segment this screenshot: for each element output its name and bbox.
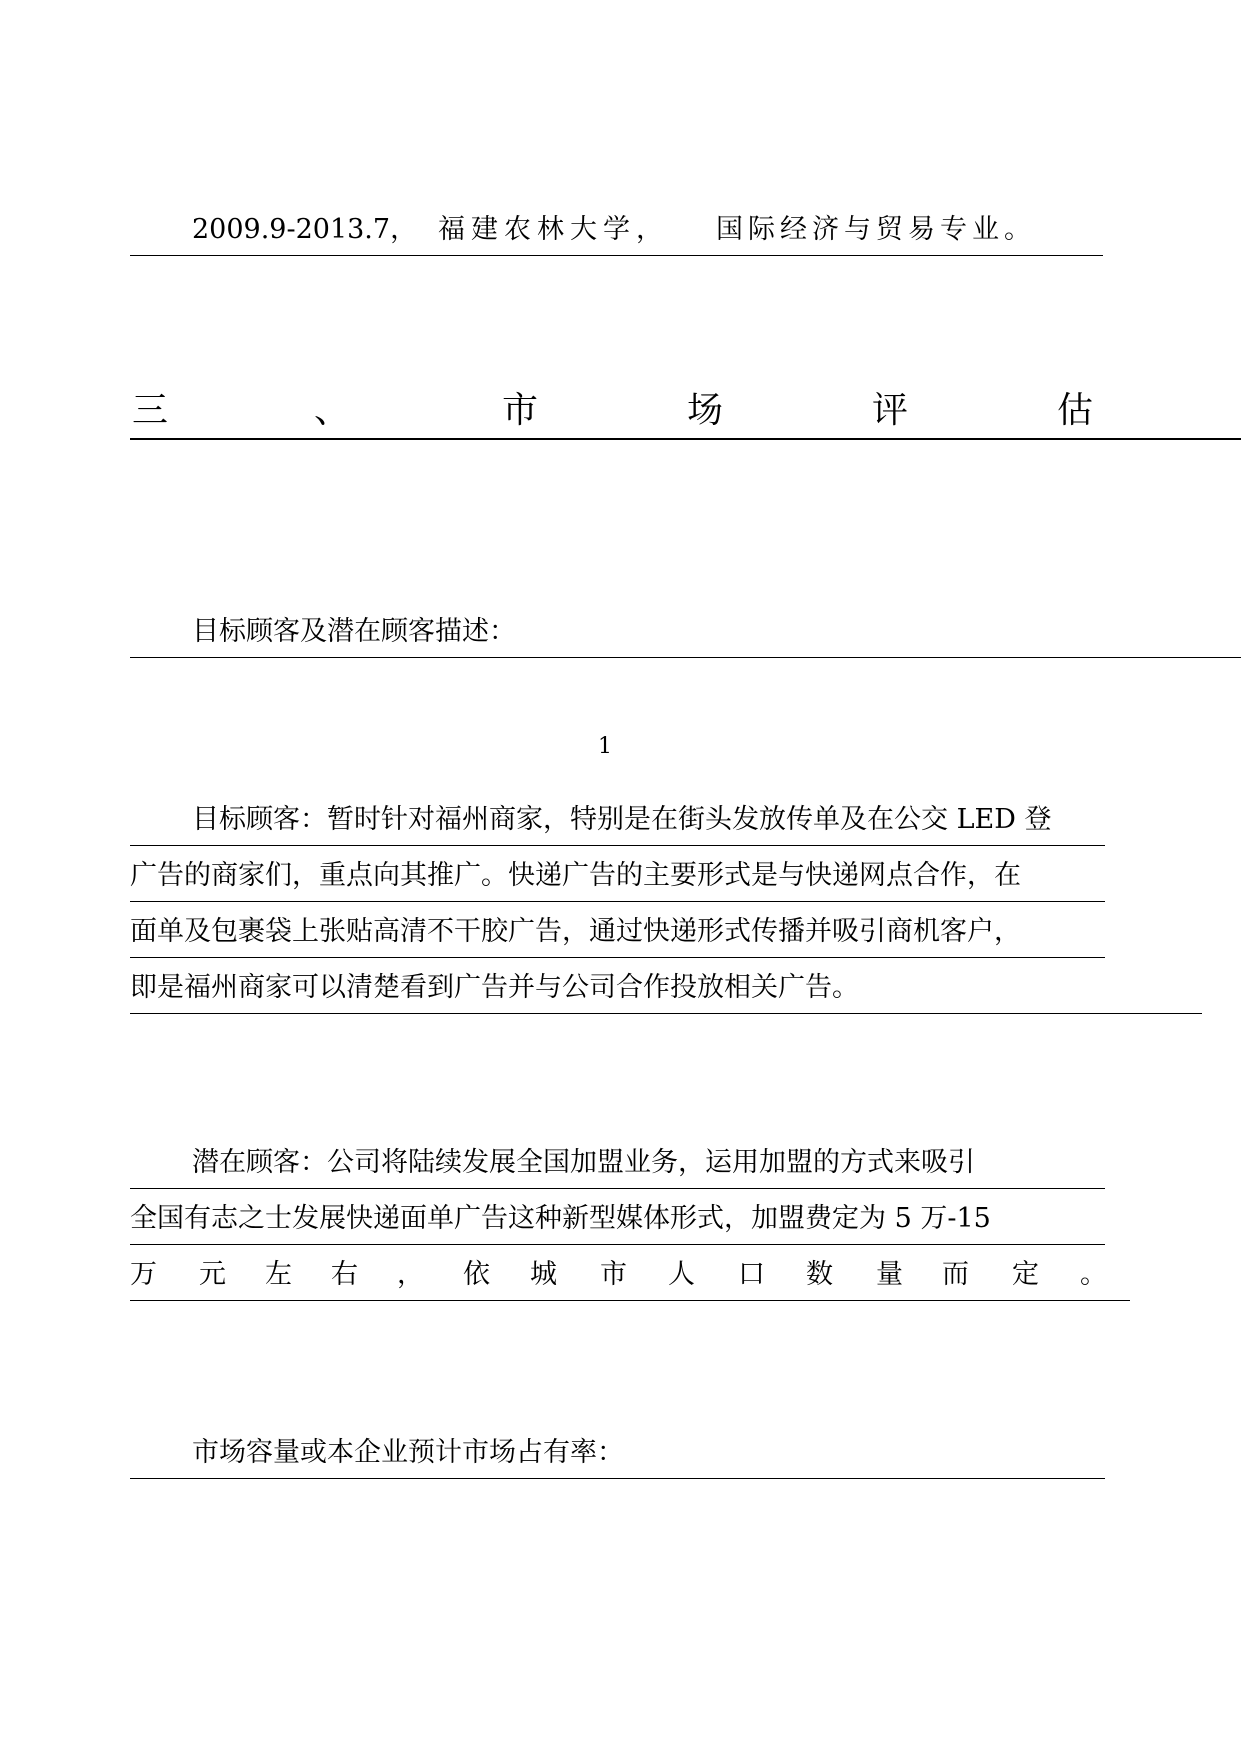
potential-customers-text: 全国有志之士发展快递面单广告这种新型媒体形式，加盟费定为 5 万-15 (130, 1203, 991, 1234)
target-customers-text: 即是福州商家可以清楚看到广告并与公司合作投放相关广告。 (130, 972, 859, 1003)
section-heading (130, 370, 1241, 440)
potential-last-char: 城 (530, 1259, 557, 1290)
potential-last-char: 元 (199, 1259, 226, 1290)
education-school-char: ， (636, 214, 663, 245)
heading-char: 估 (1057, 390, 1094, 431)
education-major-char: 济 (812, 214, 839, 245)
subheading-market-share (130, 1433, 1105, 1479)
education-major-char: 。 (1004, 214, 1031, 245)
education-major-char: 与 (844, 214, 871, 245)
education-major-char: 际 (748, 214, 775, 245)
potential-last-char: 市 (600, 1259, 627, 1290)
education-school-char: 林 (537, 214, 564, 245)
education-school-char: 大 (570, 214, 597, 245)
education-school-char: 建 (471, 214, 498, 245)
potential-last-char: 左 (265, 1259, 292, 1290)
education-school-char: 农 (504, 214, 531, 245)
subheading-market-text: 市场容量或本企业预计市场占有率： (192, 1437, 624, 1468)
potential-last-char: 万 (130, 1259, 157, 1290)
education-major-char: 国 (716, 214, 743, 245)
education-major-char: 专 (940, 214, 967, 245)
target-customers-line (130, 968, 1202, 1014)
potential-last-char: 定 (1012, 1259, 1039, 1290)
education-school-char: 学 (603, 214, 630, 245)
subheading-target-customers (130, 612, 1241, 658)
target-customers-text: 目标顾客：暂时针对福州商家，特别是在街头发放传单及在公交 LED 登 (192, 804, 1052, 835)
heading-char: 三 (132, 390, 169, 431)
heading-char: 市 (502, 390, 539, 431)
potential-last-char: ， (397, 1259, 424, 1290)
target-customers-text: 面单及包裹袋上张贴高清不干胶广告，通过快递形式传播并吸引商机客户， (130, 916, 1021, 947)
potential-last-char: 人 (668, 1259, 695, 1290)
target-customers-line (130, 912, 1105, 958)
potential-customers-line (130, 1199, 1105, 1245)
potential-last-char: 数 (806, 1259, 833, 1290)
potential-customers-line (130, 1255, 1130, 1301)
education-line (130, 210, 1103, 256)
target-customers-line (130, 800, 1105, 846)
potential-customers-text: 潜在顾客：公司将陆续发展全国加盟业务，运用加盟的方式来吸引 (192, 1147, 975, 1178)
education-major-char: 贸 (876, 214, 903, 245)
potential-last-char: 而 (942, 1259, 969, 1290)
potential-last-char: 口 (738, 1259, 765, 1290)
subheading-target-text: 目标顾客及潜在顾客描述： (192, 616, 516, 647)
education-major-char: 业 (972, 214, 999, 245)
education-dates: 2009.9-2013.7， (192, 214, 418, 245)
potential-last-char: 依 (463, 1259, 490, 1290)
potential-last-char: 量 (876, 1259, 903, 1290)
target-customers-line (130, 856, 1105, 902)
education-major-char: 易 (908, 214, 935, 245)
page-number: 1 (598, 734, 612, 759)
education-major-char: 经 (780, 214, 807, 245)
potential-last-char: 右 (331, 1259, 358, 1290)
potential-last-char: 。 (1080, 1259, 1107, 1290)
potential-customers-line (130, 1143, 1105, 1189)
target-customers-text: 广告的商家们，重点向其推广。快递广告的主要形式是与快递网点合作，在 (130, 860, 1021, 891)
heading-char: 场 (687, 390, 724, 431)
education-school-char: 福 (438, 214, 465, 245)
heading-char: 、 (314, 390, 351, 431)
heading-char: 评 (872, 390, 909, 431)
